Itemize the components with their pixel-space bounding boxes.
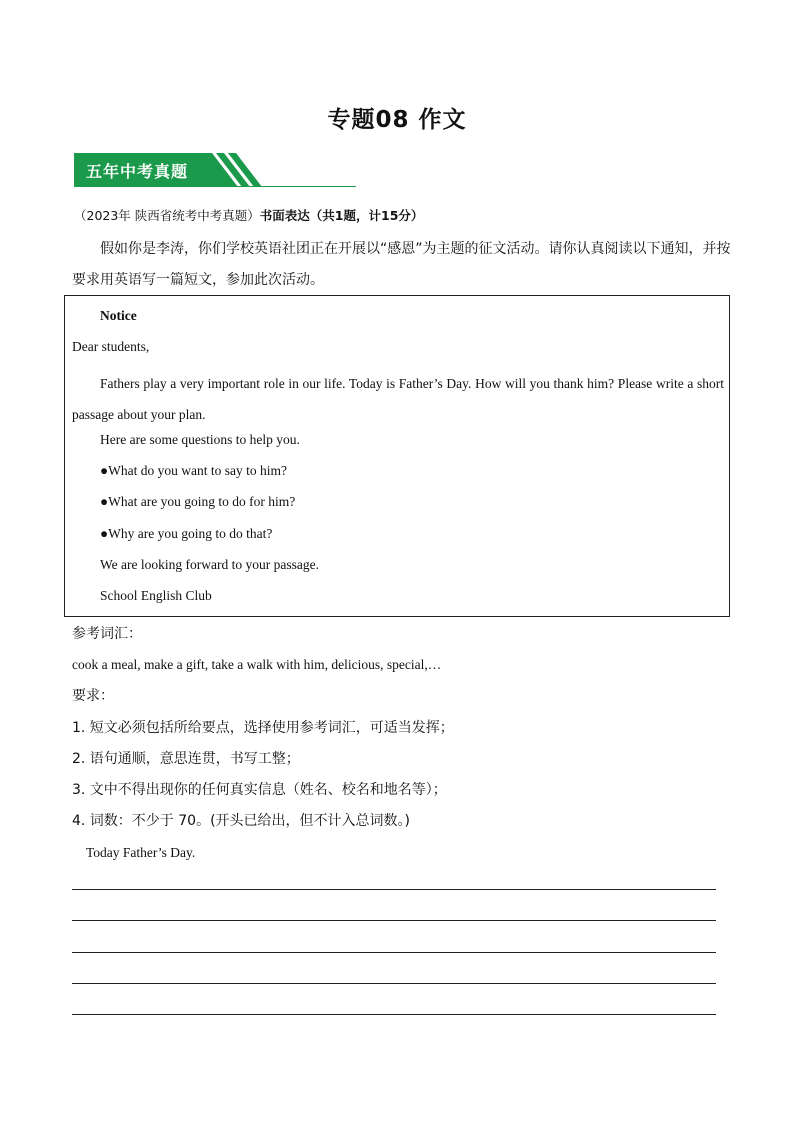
source-section: 书面表达（共1题，计15分） bbox=[259, 208, 424, 223]
vocab-words: cook a meal, make a gift, take a walk with him, delicious, special,… bbox=[72, 657, 442, 672]
notice-closing: We are looking forward to your passage. bbox=[100, 557, 319, 572]
answer-start: Today Father’s Day. bbox=[86, 845, 196, 860]
notice-question: ●What do you want to say to him? bbox=[100, 463, 287, 478]
section-banner bbox=[74, 153, 356, 187]
requirement-item: 4. 词数：不少于 70。(开头已给出，但不计入总词数。) bbox=[72, 813, 410, 829]
notice-body: Fathers play a very important role in our life. Today is Father’s Day. How will you thank him? Please write a short passage about your plan. bbox=[72, 376, 724, 422]
notice-title: Notice bbox=[100, 308, 137, 323]
requirements-label: 要求： bbox=[72, 688, 114, 704]
answer-line[interactable] bbox=[72, 889, 716, 890]
requirement-item: 1. 短文必须包括所给要点，选择使用参考词汇，可适当发挥； bbox=[72, 720, 454, 736]
requirement-item: 3. 文中不得出现你的任何真实信息（姓名、校名和地名等）； bbox=[72, 782, 447, 798]
vocab-label: 参考词汇： bbox=[72, 626, 142, 642]
answer-line[interactable] bbox=[72, 920, 716, 921]
notice-question: ●Why are you going to do that? bbox=[100, 526, 273, 541]
question-source bbox=[74, 206, 423, 226]
page-title: 专题08 作文 bbox=[327, 107, 467, 133]
answer-line[interactable] bbox=[72, 983, 716, 984]
notice-greeting: Dear students, bbox=[72, 339, 150, 354]
answer-line[interactable] bbox=[72, 952, 716, 953]
notice-intro: Here are some questions to help you. bbox=[100, 432, 300, 447]
banner-label: 五年中考真题 bbox=[86, 162, 189, 181]
source-origin: （2023年 陕西省统考中考真题） bbox=[74, 208, 260, 223]
answer-line[interactable] bbox=[72, 1014, 716, 1015]
requirement-item: 2. 语句通顺，意思连贯，书写工整； bbox=[72, 751, 300, 767]
prompt-paragraph: 假如你是李涛，你们学校英语社团正在开展以“感恩”为主题的征文活动。请你认真阅读以下通知，并按要求用英语写一篇短文，参加此次活动。 bbox=[72, 241, 731, 288]
notice-question: ●What are you going to do for him? bbox=[100, 494, 296, 509]
notice-signature: School English Club bbox=[100, 588, 212, 603]
